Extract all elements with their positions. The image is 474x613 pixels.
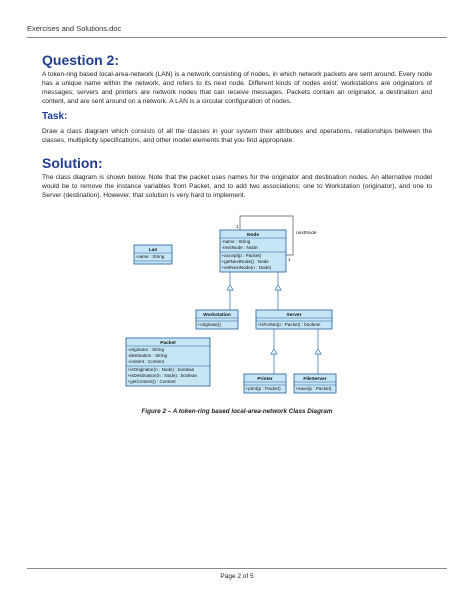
class-name-fileserver: FileServer — [303, 376, 327, 382]
class-name-lan: Lan — [148, 247, 158, 253]
class-attribute-packet: -content : Content — [127, 359, 165, 364]
class-attribute-packet: -destination : String — [127, 353, 168, 358]
class-name-printer: Printer — [257, 376, 273, 382]
generalization-arrowhead — [275, 285, 281, 290]
class-operation-node: +accept(p : Packet) — [221, 253, 262, 258]
class-operation-packet: +isDestination(n : Node) : boolean — [127, 373, 198, 378]
multiplicity-label: 1 — [288, 257, 291, 262]
class-attribute-node: -nextNode : Node — [221, 245, 258, 250]
class-operation-server: +isForMe(p : Packet) : boolean — [257, 322, 321, 327]
generalization-arrowhead — [227, 285, 233, 290]
class-attribute-node: -name : String — [221, 239, 251, 244]
solution-paragraph: The class diagram is shown below. Note that the packet uses names for the originator and destination nodes. An alternative model would be to remove the instance variables from Packet, and to add two associations: one to Workstation (originator), and one to Server (destination). However, that solution is very hard to implement. — [42, 174, 432, 199]
class-name-workstation: Workstation — [203, 312, 231, 318]
document-header-title: Exercises and Solutions.doc — [27, 24, 122, 33]
class-operation-node: +getNextNode() : Node — [221, 259, 269, 264]
figure-caption: Figure 2 – A token-ring based local-area-network Class Diagram — [141, 408, 333, 415]
class-diagram-canvas — [120, 204, 360, 400]
class-attribute-packet: -originator : String — [127, 347, 165, 352]
question-heading: Question 2: — [42, 52, 120, 68]
task-paragraph: Draw a class diagram which consists of all the classes in your system their attributes and operations, relationships between the classes, multiplicity specifications, and other model elements that you find appropriate. — [42, 128, 432, 144]
class-name-server: Server — [286, 312, 302, 318]
class-operation-node: +setNextNode(n : Node) — [221, 265, 272, 270]
generalization-arrowhead — [271, 349, 277, 354]
generalization-arrowhead — [315, 349, 321, 354]
class-operation-packet: +getContent() : Content — [127, 379, 176, 384]
multiplicity-label: 1 — [236, 224, 239, 229]
class-operation-packet: +isOriginator(n : Node) : boolean — [127, 367, 195, 372]
class-operation-fileserver: +save(p : Packet) — [295, 386, 332, 391]
class-diagram — [120, 204, 360, 400]
header-divider — [27, 37, 447, 38]
association-role-label: nextNode — [296, 231, 317, 236]
class-name-packet: Packet — [160, 340, 176, 346]
footer-divider — [27, 568, 447, 569]
page-number: Page 2 of 5 — [220, 573, 254, 580]
class-operation-printer: +print(p : Packet) — [245, 386, 281, 391]
class-name-node: Node — [247, 232, 259, 238]
class-attribute-lan: -name : String — [135, 254, 165, 259]
solution-heading: Solution: — [42, 155, 103, 171]
question-paragraph: A token-ring based local-area-network (LAN) is a network consisting of nodes, in which network packets are sent around. Every node has a unique name within the network, and refers to its next node. Different kinds of nodes exist: workstations are originators of messages; servers and printers are network nodes that can receive messages. Packets contain an originator, a destination and content, and are sent around on a network. A LAN is a circular configuration of nodes. — [42, 71, 432, 105]
class-operation-workstation: +originate() — [197, 322, 221, 327]
task-heading: Task: — [42, 111, 68, 122]
